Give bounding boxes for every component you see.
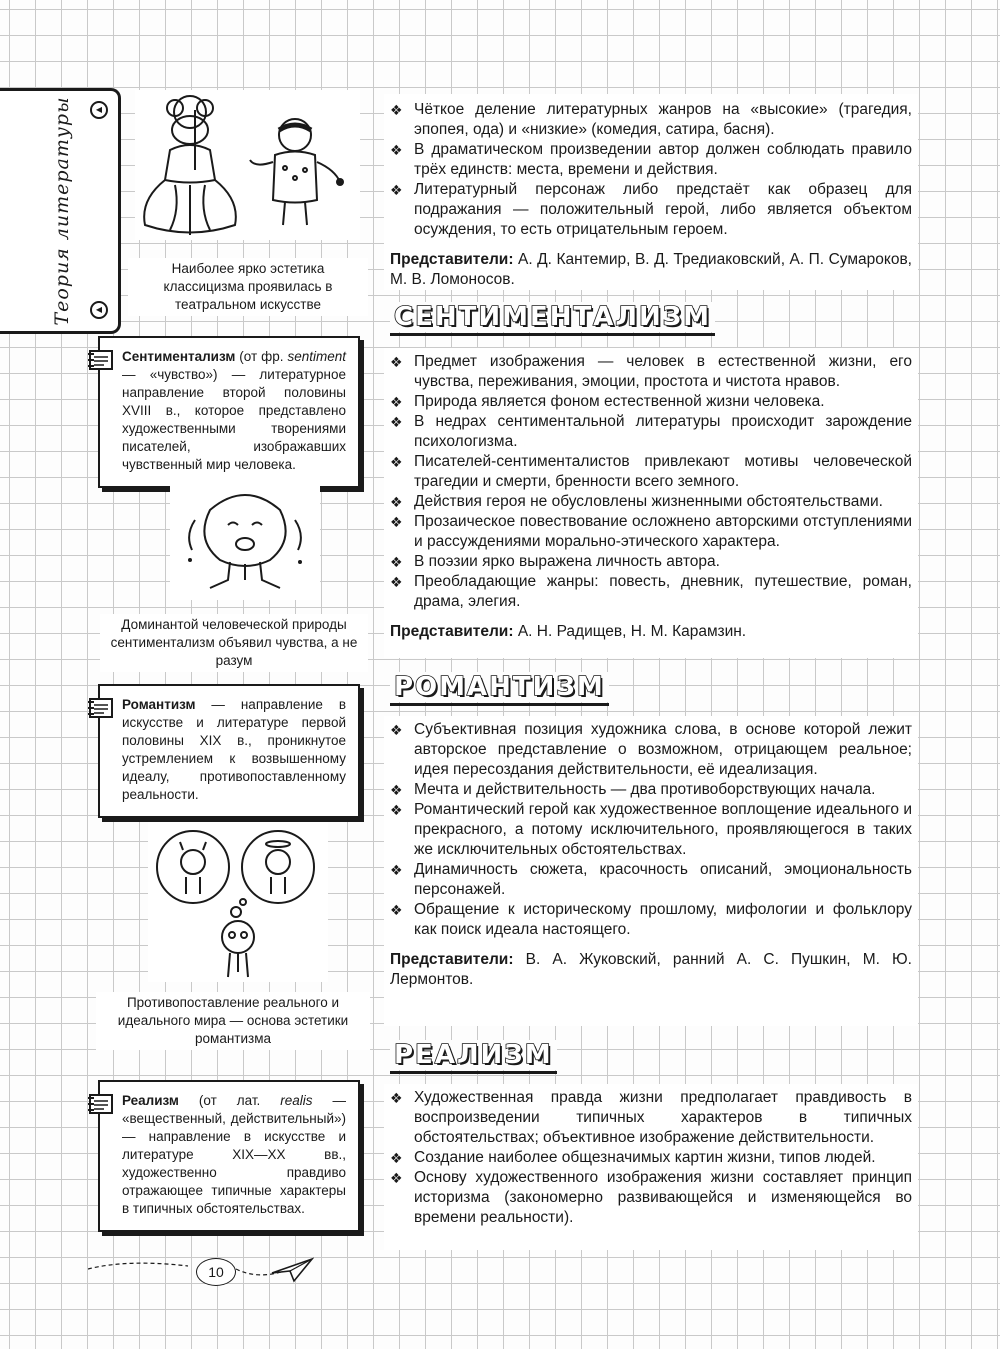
diamond-bullet-icon: ❖ [390, 454, 403, 470]
list-item: ❖ В драматическом произведении автор должен соблюдать правило трёх единств: места, времени и действия. [390, 141, 912, 178]
notepad-icon [86, 348, 116, 372]
diamond-bullet-icon: ❖ [390, 514, 403, 530]
definition-text: — «вещественный, действительный») — направление в искусстве и литературе XIX—XX вв., художественно правдиво отражающее типичные характеры в типичных обстоятельствах. [122, 1093, 346, 1216]
list-item: ❖ Романтический герой как художественное воплощение идеального и прекрасного, а потому исключительного, проявляющегося в таких же исключительных обстоятельствах. [390, 801, 912, 858]
classicism-illustration [135, 90, 360, 240]
sentimentalism-section [390, 352, 912, 642]
diamond-bullet-icon: ❖ [390, 494, 403, 510]
definition-text: — «чувство») — литературное направление второй половины XVIII в., которое представлено художественными творениями писателей, изображавших чувственный мир человека. [122, 367, 346, 472]
diamond-bullet-icon: ❖ [390, 862, 403, 878]
definition-text: (от фр. [235, 349, 288, 364]
classicism-caption: Наиболее ярко эстетика классицизма проявилась в театральном искусстве [128, 258, 368, 316]
classicism-list [390, 100, 912, 240]
list-item: ❖ Мечта и действительность — два противоборствующих начала. [390, 781, 876, 798]
romanticism-list [390, 720, 912, 940]
romanticism-definition-box [98, 684, 360, 818]
diamond-bullet-icon: ❖ [390, 574, 403, 590]
diamond-bullet-icon: ❖ [390, 1150, 403, 1166]
list-item: ❖ В недрах сентиментальной литературы происходит зарождение психологизма. [390, 413, 912, 450]
diamond-bullet-icon: ❖ [390, 354, 403, 370]
tab-dot-icon: ◀ [90, 301, 108, 319]
romanticism-illustration [148, 822, 328, 982]
diamond-bullet-icon: ❖ [390, 102, 403, 118]
sentimentalism-definition-box [98, 336, 360, 488]
dreaming-person-image [148, 822, 328, 982]
theatre-actors-image [135, 90, 360, 240]
list-item: ❖ Чёткое деление литературных жанров на «высокие» (трагедия, эпопея, ода) и «низкие» (комедия, сатира, басня). [390, 101, 912, 138]
list-item: ❖ Действия героя не обусловлены жизненными обстоятельствами. [390, 493, 883, 510]
list-item: ❖ Динамичность сюжета, красочность описаний, эмоциональность персонажей. [390, 861, 912, 898]
diamond-bullet-icon: ❖ [390, 802, 403, 818]
diamond-bullet-icon: ❖ [390, 142, 403, 158]
list-item: ❖ Преобладающие жанры: повесть, дневник, путешествие, роман, драма, элегия. [390, 573, 912, 610]
list-item: ❖ В поэзии ярко выражена личность автора. [390, 553, 720, 570]
representatives: Представители: А. Д. Кантемир, В. Д. Тредиаковский, А. П. Сумароков, М. В. Ломоносов. [390, 251, 912, 288]
diamond-bullet-icon: ❖ [390, 902, 403, 918]
diamond-bullet-icon: ❖ [390, 414, 403, 430]
romanticism-caption: Противопоставление реального и идеального мира — основа эстетики романтизма [96, 992, 370, 1050]
definition-foreign-word: realis [280, 1093, 313, 1108]
crying-person-image [170, 480, 320, 600]
section-heading-sentimentalism: СЕНТИМЕНТАЛИЗМ [390, 302, 715, 332]
diamond-bullet-icon: ❖ [390, 182, 403, 198]
definition-term: Романтизм [122, 697, 196, 712]
diamond-bullet-icon: ❖ [390, 394, 403, 410]
list-item: ❖ Создание наиболее общезначимых картин жизни, типов людей. [390, 1149, 876, 1166]
list-item: ❖ Обращение к историческому прошлому, мифологии и фольклору как поиск идеала настоящего. [390, 901, 912, 938]
list-item: ❖ Писателей-сентименталистов привлекают мотивы человеческой трагедии и смерти, бренности всего земного. [390, 453, 912, 490]
side-tab-label: Теория литературы [51, 96, 73, 326]
definition-foreign-word: sentiment [287, 349, 346, 364]
sentimentalism-caption: Доминантой человеческой природы сентиментализм объявил чувства, а не разум [100, 614, 368, 672]
list-item: ❖ Литературный персонаж либо предстаёт как образец для подражания — положительный герой, либо является объектом осуждения, то есть отрицательным героем. [390, 181, 912, 238]
list-item: ❖ Прозаическое повествование осложнено авторскими отступлениями и рассуждениями морально-этического характера. [390, 513, 912, 550]
romanticism-section [390, 720, 912, 990]
section-heading-realism: РЕАЛИЗМ [390, 1040, 557, 1070]
list-item: ❖ Предмет изображения — человек в естественной жизни, его чувства, переживания, эмоции, простота и чистота нравов. [390, 353, 912, 390]
definition-text: (от лат. [178, 1093, 281, 1108]
representatives: Представители: В. А. Жуковский, ранний А. С. Пушкин, М. Ю. Лермонтов. [390, 951, 912, 988]
notepad-icon [86, 696, 116, 720]
paper-plane-icon [270, 1255, 314, 1283]
realism-list [390, 1088, 912, 1228]
diamond-bullet-icon: ❖ [390, 782, 403, 798]
page-number: 10 [196, 1258, 236, 1286]
definition-text: — направление в искусстве и литературе первой половины XIX в., проникнутое устремлением к возвышенному идеалу, противопоставленному реальности. [122, 697, 346, 802]
diamond-bullet-icon: ❖ [390, 554, 403, 570]
notepad-icon [86, 1092, 116, 1116]
classicism-section [390, 100, 912, 290]
definition-term: Реализм [122, 1093, 179, 1108]
representatives: Представители: А. Н. Радищев, Н. М. Карамзин. [390, 623, 747, 640]
diamond-bullet-icon: ❖ [390, 1090, 403, 1106]
list-item: ❖ Природа является фоном естественной жизни человека. [390, 393, 825, 410]
diamond-bullet-icon: ❖ [390, 1170, 403, 1186]
sentimentalism-list [390, 352, 912, 612]
list-item: ❖ Основу художественного изображения жизни составляет принцип историзма (закономерно развивающейся и изменяющейся во времени реальности). [390, 1169, 912, 1226]
realism-definition-box [98, 1080, 360, 1232]
side-tab [0, 88, 121, 334]
section-heading-romanticism: РОМАНТИЗМ [390, 672, 609, 702]
list-item: ❖ Субъективная позиция художника слова, в основе которой лежит авторское представление о возможном, отрицающем реальное; идея пересоздания действительности, её идеализация. [390, 721, 912, 778]
definition-term: Сентиментализм [122, 349, 236, 364]
tab-dot-icon: ◀ [90, 101, 108, 119]
diamond-bullet-icon: ❖ [390, 722, 403, 738]
realism-section [390, 1088, 912, 1228]
list-item: ❖ Художественная правда жизни предполагает правдивость в воспроизведении типичных характеров в типичных обстоятельствах; объективное изображение действительности. [390, 1089, 912, 1146]
sentimentalism-illustration [170, 480, 320, 600]
